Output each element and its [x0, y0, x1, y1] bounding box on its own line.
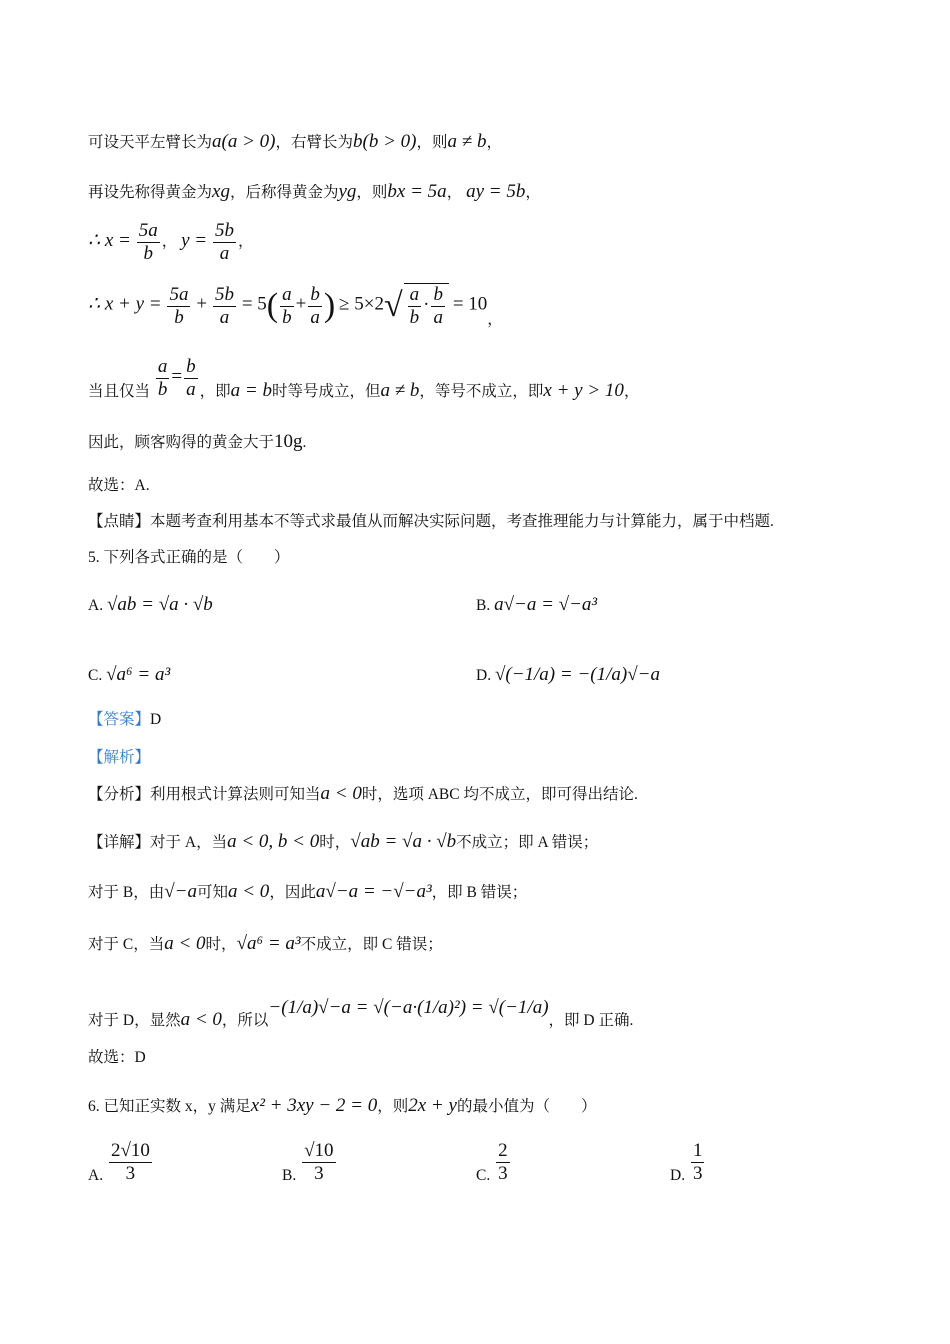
fraction: $\frac{b}{a}$	[310, 283, 320, 328]
analysis-tag: 【解析】	[88, 749, 151, 766]
text: ，	[486, 134, 502, 151]
q5-detail-c: 对于 C，当a < 0时，√a⁶ = a³不成立，即 C 错误；	[88, 933, 443, 954]
text: 因此，顾客购得的黄金大于	[88, 434, 275, 451]
geq-5x2: ≥ 5×2	[339, 293, 384, 315]
math-b-positive: (b > 0)	[362, 131, 417, 152]
q5-detail-d: 对于 D，显然a < 0，所以−(1/a)√−a = √(−a·(1/a)²) = √(−1/a)，即 D 正确.	[88, 997, 634, 1030]
plus: +	[196, 293, 208, 315]
q6-option-b: B. $\frac{√10}{3}$	[282, 1140, 334, 1185]
math-y: y =	[181, 230, 208, 252]
math-therefore-x: ∴ x =	[88, 230, 131, 252]
equals-5: = 5	[241, 293, 267, 315]
fraction: $\frac{5a}{b}$	[169, 283, 189, 328]
text: ，	[446, 184, 463, 201]
q6-option-a: A. $\frac{2√10}{3}$	[88, 1140, 150, 1185]
option-math: √a⁶ = a³	[106, 664, 171, 685]
q5-final: 故选：D	[88, 1049, 146, 1066]
text: 时等号成立，但	[271, 383, 381, 401]
math-ay-5b: ay = 5b	[466, 181, 526, 202]
fraction: $\frac{a}{b}$	[282, 283, 292, 328]
math-yg: yg	[338, 181, 357, 202]
text: ，	[238, 233, 254, 251]
q5-detail-b: 对于 B，由√−a可知a < 0，因此a√−a = −√−a³，即 B 错误；	[88, 881, 528, 902]
line-choose-a	[88, 476, 150, 496]
answer-tag: 【答案】	[88, 711, 151, 728]
line-comment	[88, 512, 774, 532]
text: ，	[525, 184, 541, 201]
math-a: a	[212, 131, 222, 152]
text: 可设天平左臂长为	[88, 134, 213, 151]
text: ，后称得黄金为	[229, 184, 339, 201]
q6-stem: 6. 已知正实数 x，y 满足x² + 3xy − 2 = 0，则2x + y的最小值为（ ）	[88, 1095, 597, 1116]
text: 当且仅当	[88, 383, 151, 401]
math-bx-5a: bx = 5a	[387, 181, 447, 202]
fraction: $\frac{2}{3}$	[498, 1140, 508, 1184]
fraction: $\frac{1}{3}$	[692, 1140, 703, 1184]
math-a-neq-b: a ≠ b	[447, 131, 487, 152]
text: .	[302, 434, 307, 451]
math-sum: ∴ x + y =	[88, 293, 162, 315]
option-math: a√−a = √−a³	[494, 594, 598, 615]
fraction: $\frac{b}{a}$	[186, 356, 196, 400]
detail-tag: 【详解】	[88, 834, 151, 851]
q6-option-c: C. $\frac{2}{3}$	[476, 1140, 508, 1185]
line-inequality: ∴ x + y = $\frac{5a}{b}$ + $\frac{5b}{a}$ = 5( $\frac{a}{b}$ + $\frac{b}{a}$ ) ≥ 5×2√ $\frac{a}{b}$ · $\frac{b}{a}$ = 10，	[88, 283, 503, 328]
fraction: $\frac{2√10}{3}$	[110, 1140, 150, 1184]
radical-sign: √	[383, 287, 403, 324]
q5-detail-a: 【详解】对于 A，当a < 0, b < 0时，√ab = √a · √b不成立；即 A 错误；	[88, 831, 599, 852]
text: ，即	[199, 383, 231, 401]
text: ，	[161, 233, 178, 251]
text: 再设先称得黄金为	[88, 184, 213, 201]
q5-option-c: C. √a⁶ = a³	[88, 664, 171, 685]
q5-stem	[88, 548, 290, 568]
text: 本题考查利用基本不等式求最值从而解决实际问题，考查推理能力与计算能力，属于中档题.	[150, 513, 774, 530]
option-math: √ab = √a · √b	[106, 594, 213, 615]
text: ，则	[416, 134, 448, 151]
fraction: $\frac{√10}{3}$	[304, 1140, 334, 1184]
math-xg: xg	[212, 181, 230, 202]
text: ，	[623, 383, 640, 401]
left-paren: (	[266, 287, 279, 324]
line-arm-length	[88, 132, 502, 153]
fraction: $\frac{a}{b}$	[157, 356, 168, 400]
q5-fenxi: 【分析】利用根式计算法则可知当a < 0时，选项 ABC 均不成立，即可得出结论.	[88, 783, 638, 804]
fraction: $\frac{5b}{a}$	[214, 283, 234, 328]
text: ，右臂长为	[275, 134, 354, 151]
line-conclusion	[88, 432, 306, 453]
q5-option-a: A. √ab = √a · √b	[88, 594, 213, 615]
option-math: √(−1/a) = −(1/a)√−a	[494, 664, 660, 685]
math-b: b	[353, 131, 363, 152]
fenxi-tag: 【分析】	[88, 786, 151, 803]
q5-answer	[88, 710, 161, 730]
math-a-positive: (a > 0)	[221, 131, 276, 152]
line-gold-weights	[88, 182, 541, 203]
text: 故选：A.	[88, 477, 150, 494]
line-solve-xy	[88, 220, 254, 265]
equals-10: = 10	[452, 293, 488, 315]
q5-analysis-tag	[88, 748, 150, 768]
fraction: $\frac{5b}{a}$	[215, 220, 234, 264]
fraction: $\frac{5a}{b}$	[138, 220, 158, 264]
question-text: 5. 下列各式正确的是（ ）	[88, 549, 290, 566]
right-paren: )	[323, 287, 336, 324]
answer-value: D	[150, 711, 162, 728]
q6-option-d: D. $\frac{1}{3}$	[670, 1140, 703, 1185]
text: ，则	[356, 184, 388, 201]
text: ，	[487, 310, 503, 328]
line-equality-condition: 当且仅当 $\frac{a}{b}$ = $\frac{b}{a}$ ，即a = b时等号成立，但a ≠ b，等号不成立，即x + y > 10，	[88, 356, 640, 402]
comment-tag: 【点睛】	[88, 513, 151, 530]
math-10g: 10g	[274, 431, 303, 452]
q5-option-d: D. √(−1/a) = −(1/a)√−a	[476, 664, 660, 685]
q5-option-b: B. a√−a = √−a³	[476, 594, 598, 615]
radicand: $\frac{a}{b}$ · $\frac{b}{a}$	[404, 283, 449, 329]
text: ，等号不成立，即	[419, 383, 544, 401]
